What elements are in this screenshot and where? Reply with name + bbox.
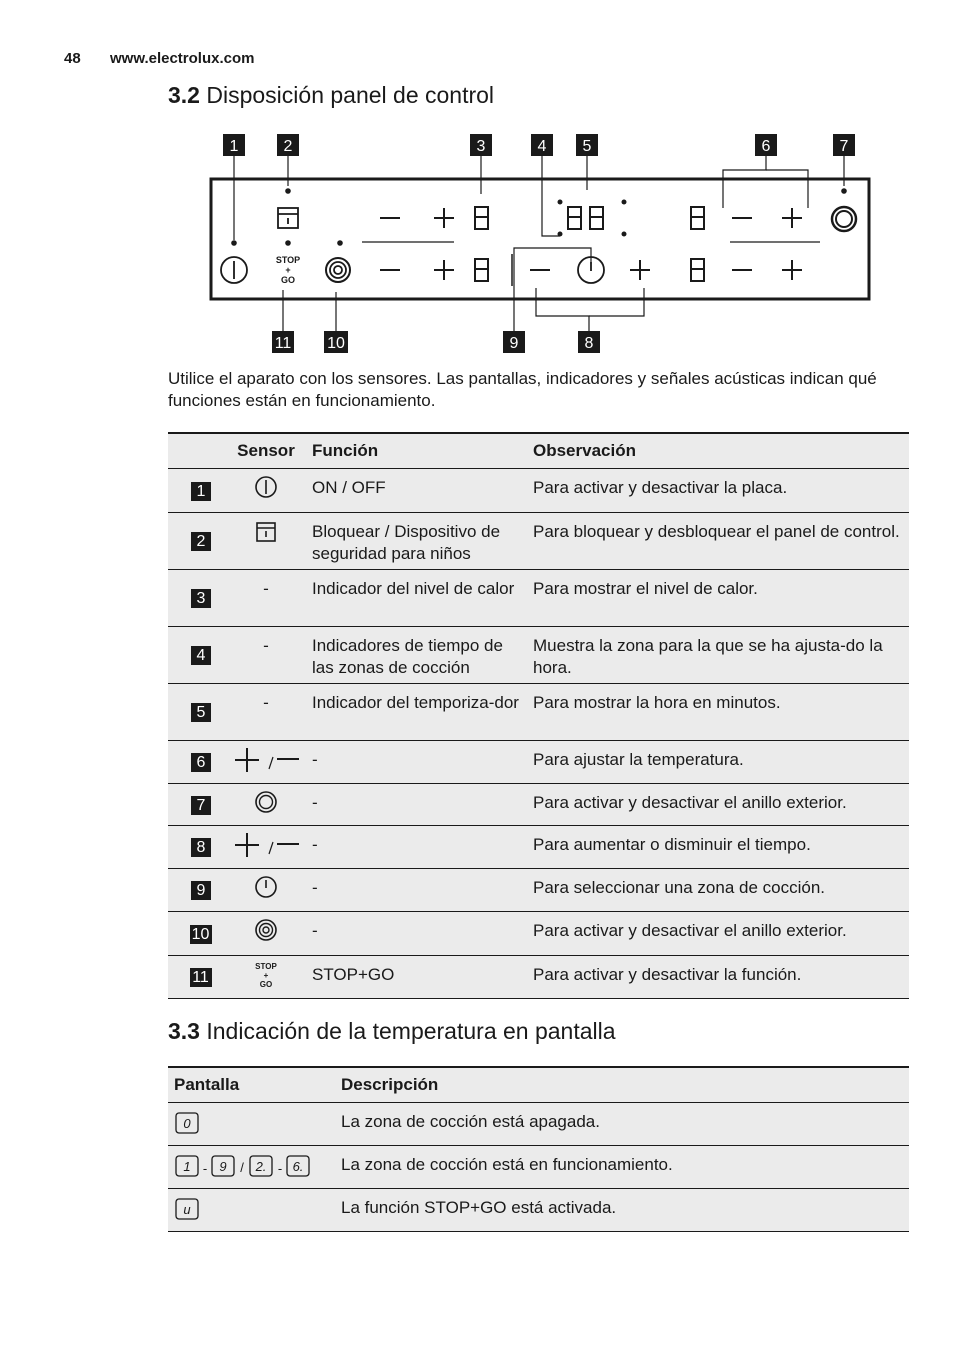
- table-row: [168, 1146, 909, 1189]
- sensor-cell: -: [263, 693, 269, 712]
- col-observation: Observación: [527, 433, 909, 469]
- stop-go-icon: [276, 255, 300, 285]
- observation-cell: Para mostrar la hora en minutos.: [527, 684, 909, 741]
- observation-cell: Para activar y desactivar la función.: [527, 956, 909, 999]
- callout-label: 1: [229, 138, 239, 155]
- row-number-badge: 5: [191, 703, 211, 722]
- svg-text:6.: 6.: [292, 1159, 304, 1174]
- svg-text:1: 1: [183, 1159, 191, 1174]
- section-heading-3-3: [168, 1018, 616, 1045]
- outer-ring-icon: [326, 258, 350, 282]
- row-number-badge: 10: [190, 925, 212, 944]
- timer-icon: [254, 875, 278, 899]
- svg-text:-: -: [202, 1161, 208, 1176]
- function-cell: STOP+GO: [306, 956, 527, 999]
- observation-cell: Muestra la zona para la que se ha ajusta-do la hora.: [527, 627, 909, 684]
- svg-text:STOP: STOP: [275, 255, 301, 265]
- display-table: [168, 1066, 909, 1232]
- function-cell: Indicador del nivel de calor: [306, 570, 527, 627]
- observation-cell: Para activar y desactivar la placa.: [527, 469, 909, 513]
- section-number: 3.2: [168, 82, 200, 108]
- row-number-badge: 4: [191, 646, 211, 665]
- section-heading-3-2: [168, 82, 494, 109]
- callout-label: 5: [582, 138, 592, 155]
- callout-label: 10: [327, 335, 345, 352]
- observation-cell: Para activar y desactivar el anillo exterior.: [527, 912, 909, 956]
- segment-digit: [475, 207, 704, 281]
- svg-text:0: 0: [183, 1116, 191, 1131]
- page-header: [64, 50, 255, 67]
- svg-text:u: u: [183, 1202, 191, 1217]
- section-title: Disposición panel de control: [206, 82, 495, 108]
- sensor-table: [168, 432, 909, 999]
- plus-minus-icon: [231, 747, 301, 773]
- sensor-cell: -: [263, 636, 269, 655]
- svg-text:/: /: [240, 1160, 244, 1175]
- function-cell: Bloquear / Dispositivo de seguridad para niños: [306, 513, 527, 570]
- observation-cell: Para activar y desactivar el anillo exterior.: [527, 784, 909, 826]
- table-row: [168, 956, 909, 999]
- callout-label: 2: [283, 138, 293, 155]
- section-number: 3.3: [168, 1018, 200, 1044]
- sensor-cell: -: [263, 579, 269, 598]
- callout-label: 11: [274, 335, 292, 352]
- svg-text:GO: GO: [280, 275, 296, 285]
- plus-minus-icon: [231, 832, 301, 858]
- lcd-symbol-0: [174, 1111, 200, 1135]
- function-cell: Indicador del temporiza-dor: [306, 684, 527, 741]
- lcd-symbol-u: [174, 1197, 200, 1221]
- svg-text:2.: 2.: [255, 1159, 267, 1174]
- table-row: [168, 741, 909, 784]
- table-row: [168, 1189, 909, 1232]
- callout-label: 8: [584, 335, 594, 352]
- function-cell: -: [306, 826, 527, 869]
- callout-label: 7: [839, 138, 849, 155]
- callout-label: 3: [476, 138, 486, 155]
- row-number-badge: 2: [191, 532, 211, 551]
- lock-icon: [254, 519, 278, 545]
- function-cell: Indicadores de tiempo de las zonas de cocción: [306, 627, 527, 684]
- table-header-row: [168, 433, 909, 469]
- panel-frame: [211, 179, 869, 299]
- table-row: [168, 1103, 909, 1146]
- col-description: Descripción: [335, 1067, 909, 1103]
- stop-go-icon: STOP + GO: [226, 956, 306, 999]
- description-cell: La zona de cocción está apagada.: [335, 1103, 909, 1146]
- observation-cell: Para mostrar el nivel de calor.: [527, 570, 909, 627]
- col-function: Función: [306, 433, 527, 469]
- callout-label: 9: [509, 335, 519, 352]
- row-number-badge: 8: [191, 838, 211, 857]
- row-number-badge: 7: [191, 796, 211, 815]
- col-num: [168, 433, 226, 469]
- svg-text:+: +: [285, 265, 291, 275]
- outer-ring-icon: [254, 918, 278, 942]
- row-number-badge: 1: [191, 482, 211, 501]
- callout-label: 6: [761, 138, 771, 155]
- row-number-badge: 6: [191, 753, 211, 772]
- function-cell: -: [306, 912, 527, 956]
- callout-label: 4: [537, 138, 547, 155]
- table-row: [168, 684, 909, 741]
- outer-ring-icon: [254, 790, 278, 814]
- row-number-badge: 11: [190, 968, 212, 987]
- power-icon: [221, 257, 247, 283]
- lock-icon: [278, 208, 298, 228]
- table-row: [168, 570, 909, 627]
- col-sensor: Sensor: [226, 433, 306, 469]
- function-cell: -: [306, 869, 527, 912]
- table-header-row: [168, 1067, 909, 1103]
- power-icon: [254, 475, 278, 499]
- table-row: [168, 469, 909, 513]
- table-row: [168, 627, 909, 684]
- observation-cell: Para ajustar la temperatura.: [527, 741, 909, 784]
- page-number: 48: [64, 50, 81, 67]
- site-url[interactable]: www.electrolux.com: [110, 50, 255, 67]
- observation-cell: Para seleccionar una zona de cocción.: [527, 869, 909, 912]
- description-cell: La función STOP+GO está activada.: [335, 1189, 909, 1232]
- table-row: [168, 784, 909, 826]
- intro-text: Utilice el aparato con los sensores. Las pantallas, indicadores y señales acústicas indican qué funciones están en funcionamiento.: [168, 369, 877, 410]
- outer-ring-icon: [832, 207, 856, 231]
- row-number-badge: 3: [191, 589, 211, 608]
- section-title: Indicación de la temperatura en pantalla: [206, 1018, 616, 1044]
- svg-text:-: -: [277, 1161, 283, 1176]
- control-panel-diagram: [168, 130, 888, 360]
- svg-text:9: 9: [219, 1159, 227, 1174]
- function-cell: ON / OFF: [306, 469, 527, 513]
- table-row: [168, 513, 909, 570]
- row-number-badge: 9: [191, 881, 211, 900]
- lcd-symbol-range: [174, 1154, 324, 1178]
- description-cell: La zona de cocción está en funcionamiento.: [335, 1146, 909, 1189]
- observation-cell: Para aumentar o disminuir el tiempo.: [527, 826, 909, 869]
- observation-cell: Para bloquear y desbloquear el panel de control.: [527, 513, 909, 570]
- table-row: [168, 826, 909, 869]
- function-cell: -: [306, 741, 527, 784]
- table-row: [168, 869, 909, 912]
- col-display: Pantalla: [168, 1067, 335, 1103]
- function-cell: -: [306, 784, 527, 826]
- table-row: [168, 912, 909, 956]
